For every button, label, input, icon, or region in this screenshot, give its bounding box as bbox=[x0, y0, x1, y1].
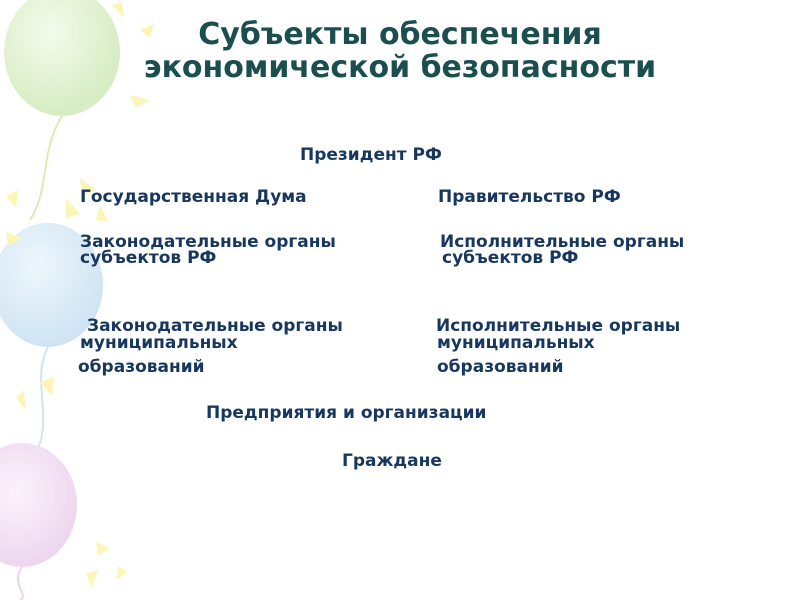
item-executive-municipal-line-1: Исполнительные органы bbox=[436, 316, 681, 336]
item-legislative-municipal-line-1: Законодательные органы bbox=[87, 316, 343, 336]
slide-title-line-2: экономической безопасности bbox=[143, 50, 657, 85]
slide-title-line-1: Субъекты обеспечения bbox=[198, 17, 602, 52]
item-executive-municipal-line-3: образований bbox=[437, 357, 564, 377]
item-executive-subjects-line-2: субъектов РФ bbox=[442, 248, 579, 268]
item-state-duma: Государственная Дума bbox=[80, 187, 307, 207]
item-citizens: Граждане bbox=[342, 451, 442, 471]
item-executive-municipal-line-2: муниципальных bbox=[437, 333, 595, 353]
item-president: Президент РФ bbox=[300, 145, 442, 165]
blue-balloon-string bbox=[35, 347, 48, 455]
green-balloon-string bbox=[30, 116, 62, 220]
item-legislative-subjects-line-1: Законодательные органы bbox=[80, 232, 336, 252]
item-legislative-municipal-line-3: образований bbox=[78, 357, 205, 377]
pink-balloon-string bbox=[18, 567, 23, 600]
item-legislative-municipal-line-2: муниципальных bbox=[80, 333, 238, 353]
item-enterprises: Предприятия и организации bbox=[206, 403, 487, 423]
item-government: Правительство РФ bbox=[438, 187, 621, 207]
item-legislative-subjects-line-2: субъектов РФ bbox=[80, 248, 217, 268]
item-executive-subjects-line-1: Исполнительные органы bbox=[440, 232, 685, 252]
pink-balloon-shape bbox=[0, 443, 77, 567]
